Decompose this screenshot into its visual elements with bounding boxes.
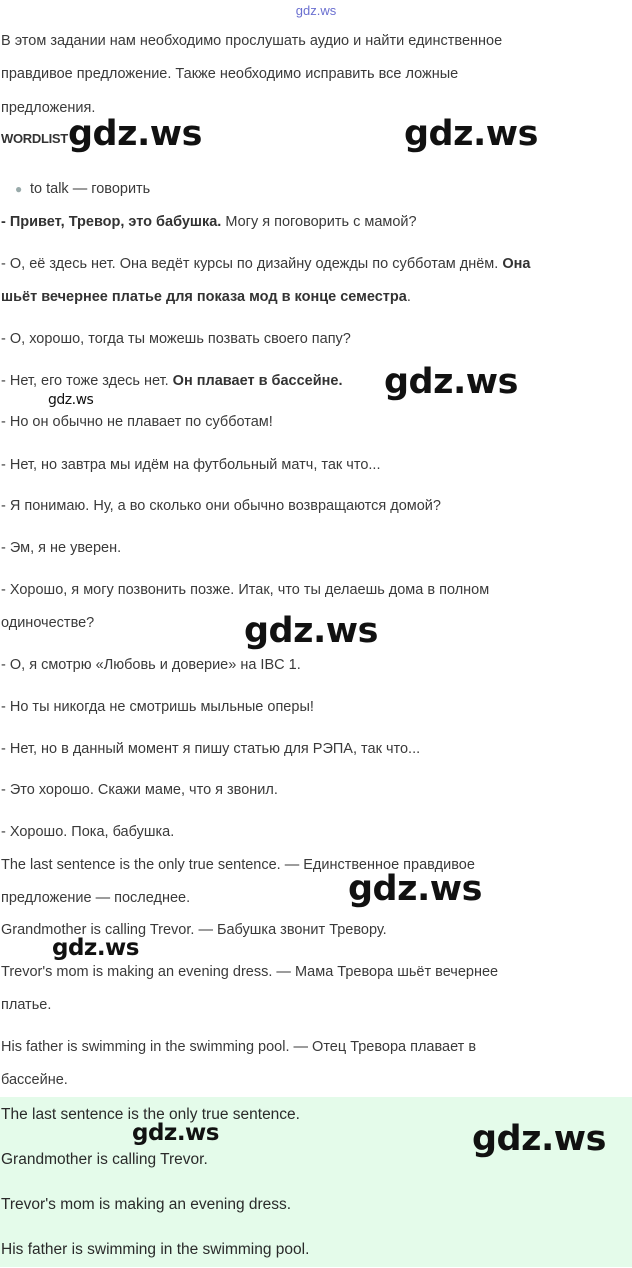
dialogue-line: - Хорошо. Пока, бабушка. [1,824,175,840]
intro-line-1: В этом задании нам необходимо прослушать аудио и найти единственное [1,33,503,49]
wordlist-item-text: to talk — говорить [30,181,151,197]
translation-line: His father is swimming in the swimming pool. — Отец Тревора плавает в [1,1039,477,1055]
dialogue-line: - Эм, я не уверен. [1,540,122,556]
dialogue-line [1,206,626,239]
dialogue-line: - О, хорошо, тогда ты можешь позвать своего папу? [1,331,351,347]
translation-line: Trevor's mom is making an evening dress. — Мама Тревора шьёт вечернее [1,964,499,980]
dialogue-line: одиночестве? [1,615,95,631]
dialogue-line [1,248,626,281]
translation-line: The last sentence is the only true sentence. — Единственное правдивое [1,857,475,873]
translation-line: платье. [1,997,52,1013]
dialogue-bold: Она [498,256,531,272]
watermark: gdz.ws [132,1120,219,1146]
dialogue-bold: - Привет, Тревор, это бабушка. [1,214,222,230]
answer-line: His father is swimming in the swimming pool. [1,1241,310,1258]
watermark: gdz.ws [68,114,202,154]
dialogue-bold: шьёт вечернее платье для показа мод в конце семестра [1,289,407,305]
wordlist-heading: WORDLIST [1,131,68,146]
dialogue-line: - Это хорошо. Скажи маме, что я звонил. [1,782,278,798]
dialogue-line: - Я понимаю. Ну, а во сколько они обычно возвращаются домой? [1,498,441,514]
dialogue-text: - Нет, его тоже здесь нет. [1,373,169,389]
bullet-icon: ● [15,182,23,196]
watermark: gdz.ws [48,392,94,408]
translation-line: предложение — последнее. [1,890,191,906]
answer-line: The last sentence is the only true sentence. [1,1106,300,1123]
site-header-link[interactable]: gdz.ws [295,3,337,18]
intro-line-3: предложения. [1,100,96,116]
answer-line: Grandmother is calling Trevor. [1,1151,208,1168]
watermark: gdz.ws [244,611,378,651]
dialogue-line: - Хорошо, я могу позвонить позже. Итак, что ты делаешь дома в полном [1,582,490,598]
dialogue-line: - Нет, но завтра мы идём на футбольный матч, так что... [1,457,381,473]
translation-line: бассейне. [1,1072,68,1088]
dialogue-line: - Но он обычно не плавает по субботам! [1,414,273,430]
watermark: gdz.ws [404,114,538,154]
dialogue-line: - Но ты никогда не смотришь мыльные оперы! [1,699,314,715]
wordlist-item [15,173,151,206]
dialogue-line [1,365,626,398]
watermark: gdz.ws [472,1119,606,1159]
dialogue-line: - О, я смотрю «Любовь и доверие» на IBC 1. [1,657,301,673]
answer-line: Trevor's mom is making an evening dress. [1,1196,292,1213]
watermark: gdz.ws [52,935,139,961]
watermark: gdz.ws [348,869,482,909]
intro-line-2: правдивое предложение. Также необходимо исправить все ложные [1,66,459,82]
dialogue-bold: Он плавает в бассейне. [168,373,343,389]
dialogue-text: Могу я поговорить с мамой? [221,214,417,230]
dialogue-text: . [406,289,411,305]
watermark: gdz.ws [384,362,518,402]
translation-line: Grandmother is calling Trevor. — Бабушка звонит Тревору. [1,922,387,938]
dialogue-line: - Нет, но в данный момент я пишу статью для РЭПА, так что... [1,741,421,757]
dialogue-line [1,281,626,314]
dialogue-text: - О, её здесь нет. Она ведёт курсы по дизайну одежды по субботам днём. [1,256,499,272]
